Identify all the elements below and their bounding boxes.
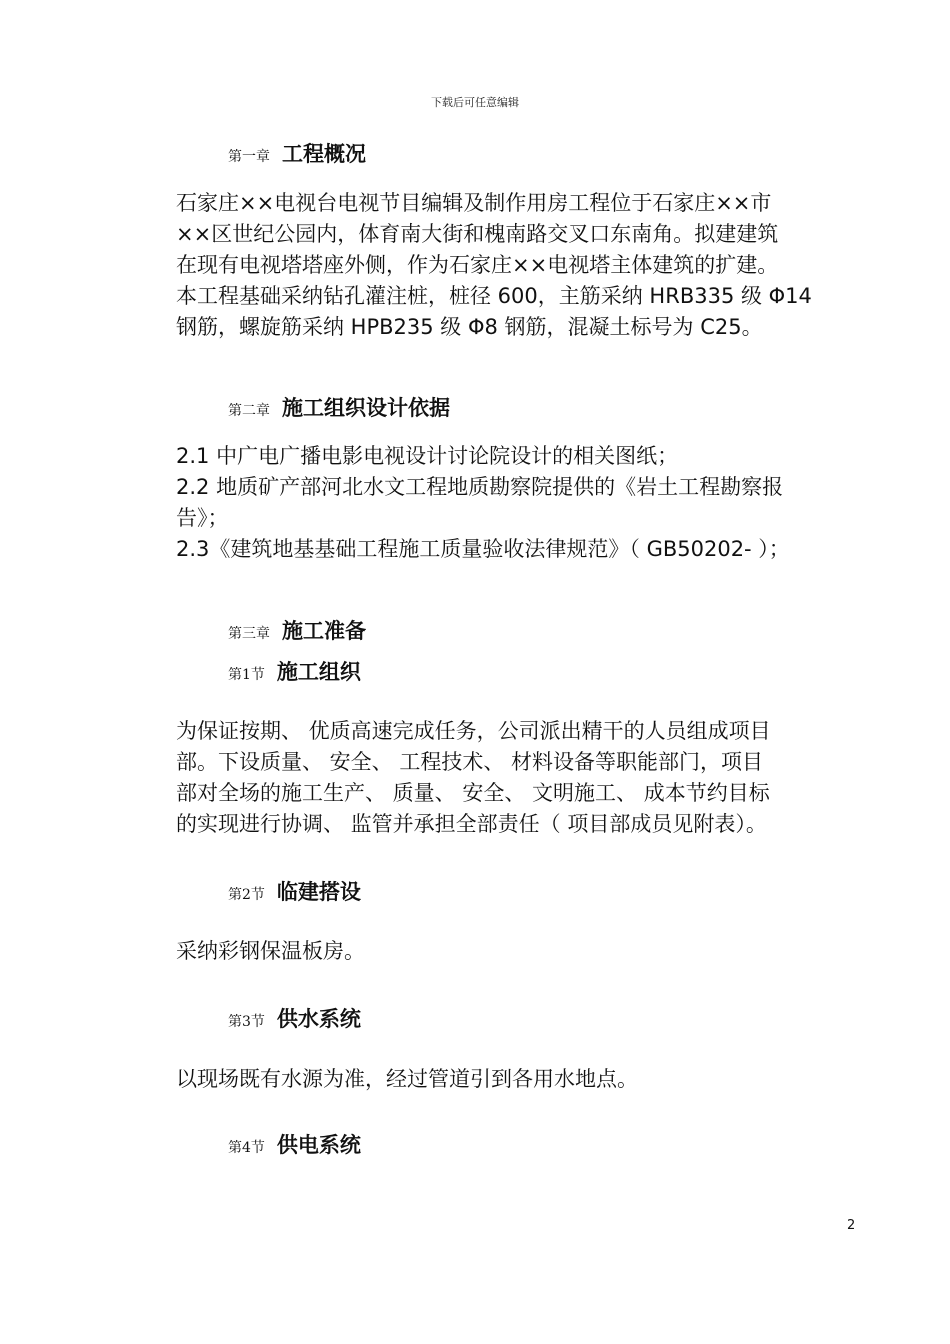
section-title: 供电系统 xyxy=(276,1133,361,1157)
paragraph-line: 为保证按期、 优质高速完成任务，公司派出精干的人员组成项目 xyxy=(176,719,771,743)
paragraph-line: 石家庄××电视台电视节目编辑及制作用房工程位于石家庄××市 xyxy=(176,191,772,215)
list-item: 2.2 地质矿产部河北水文工程地质勘察院提供的《岩土工程勘察报 xyxy=(176,475,784,499)
chapter-2-heading xyxy=(228,392,450,422)
chapter-title: 施工准备 xyxy=(282,619,366,643)
chapter-number: 第一章 xyxy=(228,149,270,165)
paragraph-line: 部。下设质量、 安全、 工程技术、 材料设备等职能部门，项目 xyxy=(176,750,764,774)
list-item: 2.3《建筑地基基础工程施工质量验收法律规范》（ GB50202- ）； xyxy=(176,537,790,561)
paragraph-line: ××区世纪公园内，体育南大街和槐南路交叉口东南角。拟建建筑 xyxy=(176,222,779,246)
paragraph-line: 钢筋，螺旋筋采纳 HPB235 级 Φ8 钢筋，混凝土标号为 C25。 xyxy=(176,315,763,339)
section-2-paragraph xyxy=(176,936,861,967)
section-number: 第4节 xyxy=(228,1140,265,1156)
paragraph-line: 本工程基础采纳钻孔灌注桩，桩径 600，主筋采纳 HRB335 级 Φ14 xyxy=(176,284,812,308)
chapter-number: 第三章 xyxy=(228,626,270,642)
chapter-2-list xyxy=(176,441,861,565)
paragraph-line: 以现场既有水源为准，经过管道引到各用水地点。 xyxy=(176,1067,638,1091)
chapter-title: 施工组织设计依据 xyxy=(282,396,450,420)
section-3-heading xyxy=(228,1003,361,1033)
paragraph-line: 部对全场的施工生产、 质量、 安全、 文明施工、 成本节约目标 xyxy=(176,781,770,805)
section-3-paragraph xyxy=(176,1064,861,1095)
section-title: 临建搭设 xyxy=(276,880,361,904)
paragraph-line: 采纳彩钢保温板房。 xyxy=(176,939,365,963)
list-item: 2.1 中广电广播电影电视设计讨论院设计的相关图纸； xyxy=(176,444,679,468)
chapter-1-paragraph xyxy=(176,188,861,343)
chapter-number: 第二章 xyxy=(228,403,270,419)
list-item-continued: 告》； xyxy=(176,506,229,530)
section-title: 施工组织 xyxy=(276,660,361,684)
chapter-3-heading xyxy=(228,615,366,645)
section-2-heading xyxy=(228,876,361,906)
chapter-1-heading xyxy=(228,138,366,168)
header-note: 下载后可任意编辑 xyxy=(431,96,519,109)
paragraph-line: 在现有电视塔塔座外侧，作为石家庄××电视塔主体建筑的扩建。 xyxy=(176,253,779,277)
section-4-heading xyxy=(228,1129,361,1159)
section-number: 第2节 xyxy=(228,887,265,903)
section-1-paragraph xyxy=(176,716,861,840)
section-title: 供水系统 xyxy=(276,1007,361,1031)
section-number: 第3节 xyxy=(228,1014,265,1030)
section-number: 第1节 xyxy=(228,667,265,683)
chapter-title: 工程概况 xyxy=(282,142,366,166)
paragraph-line: 的实现进行协调、 监管并承担全部责任（ 项目部成员见附表）。 xyxy=(176,812,767,836)
section-1-heading xyxy=(228,656,361,686)
page-number: 2 xyxy=(847,1218,856,1233)
